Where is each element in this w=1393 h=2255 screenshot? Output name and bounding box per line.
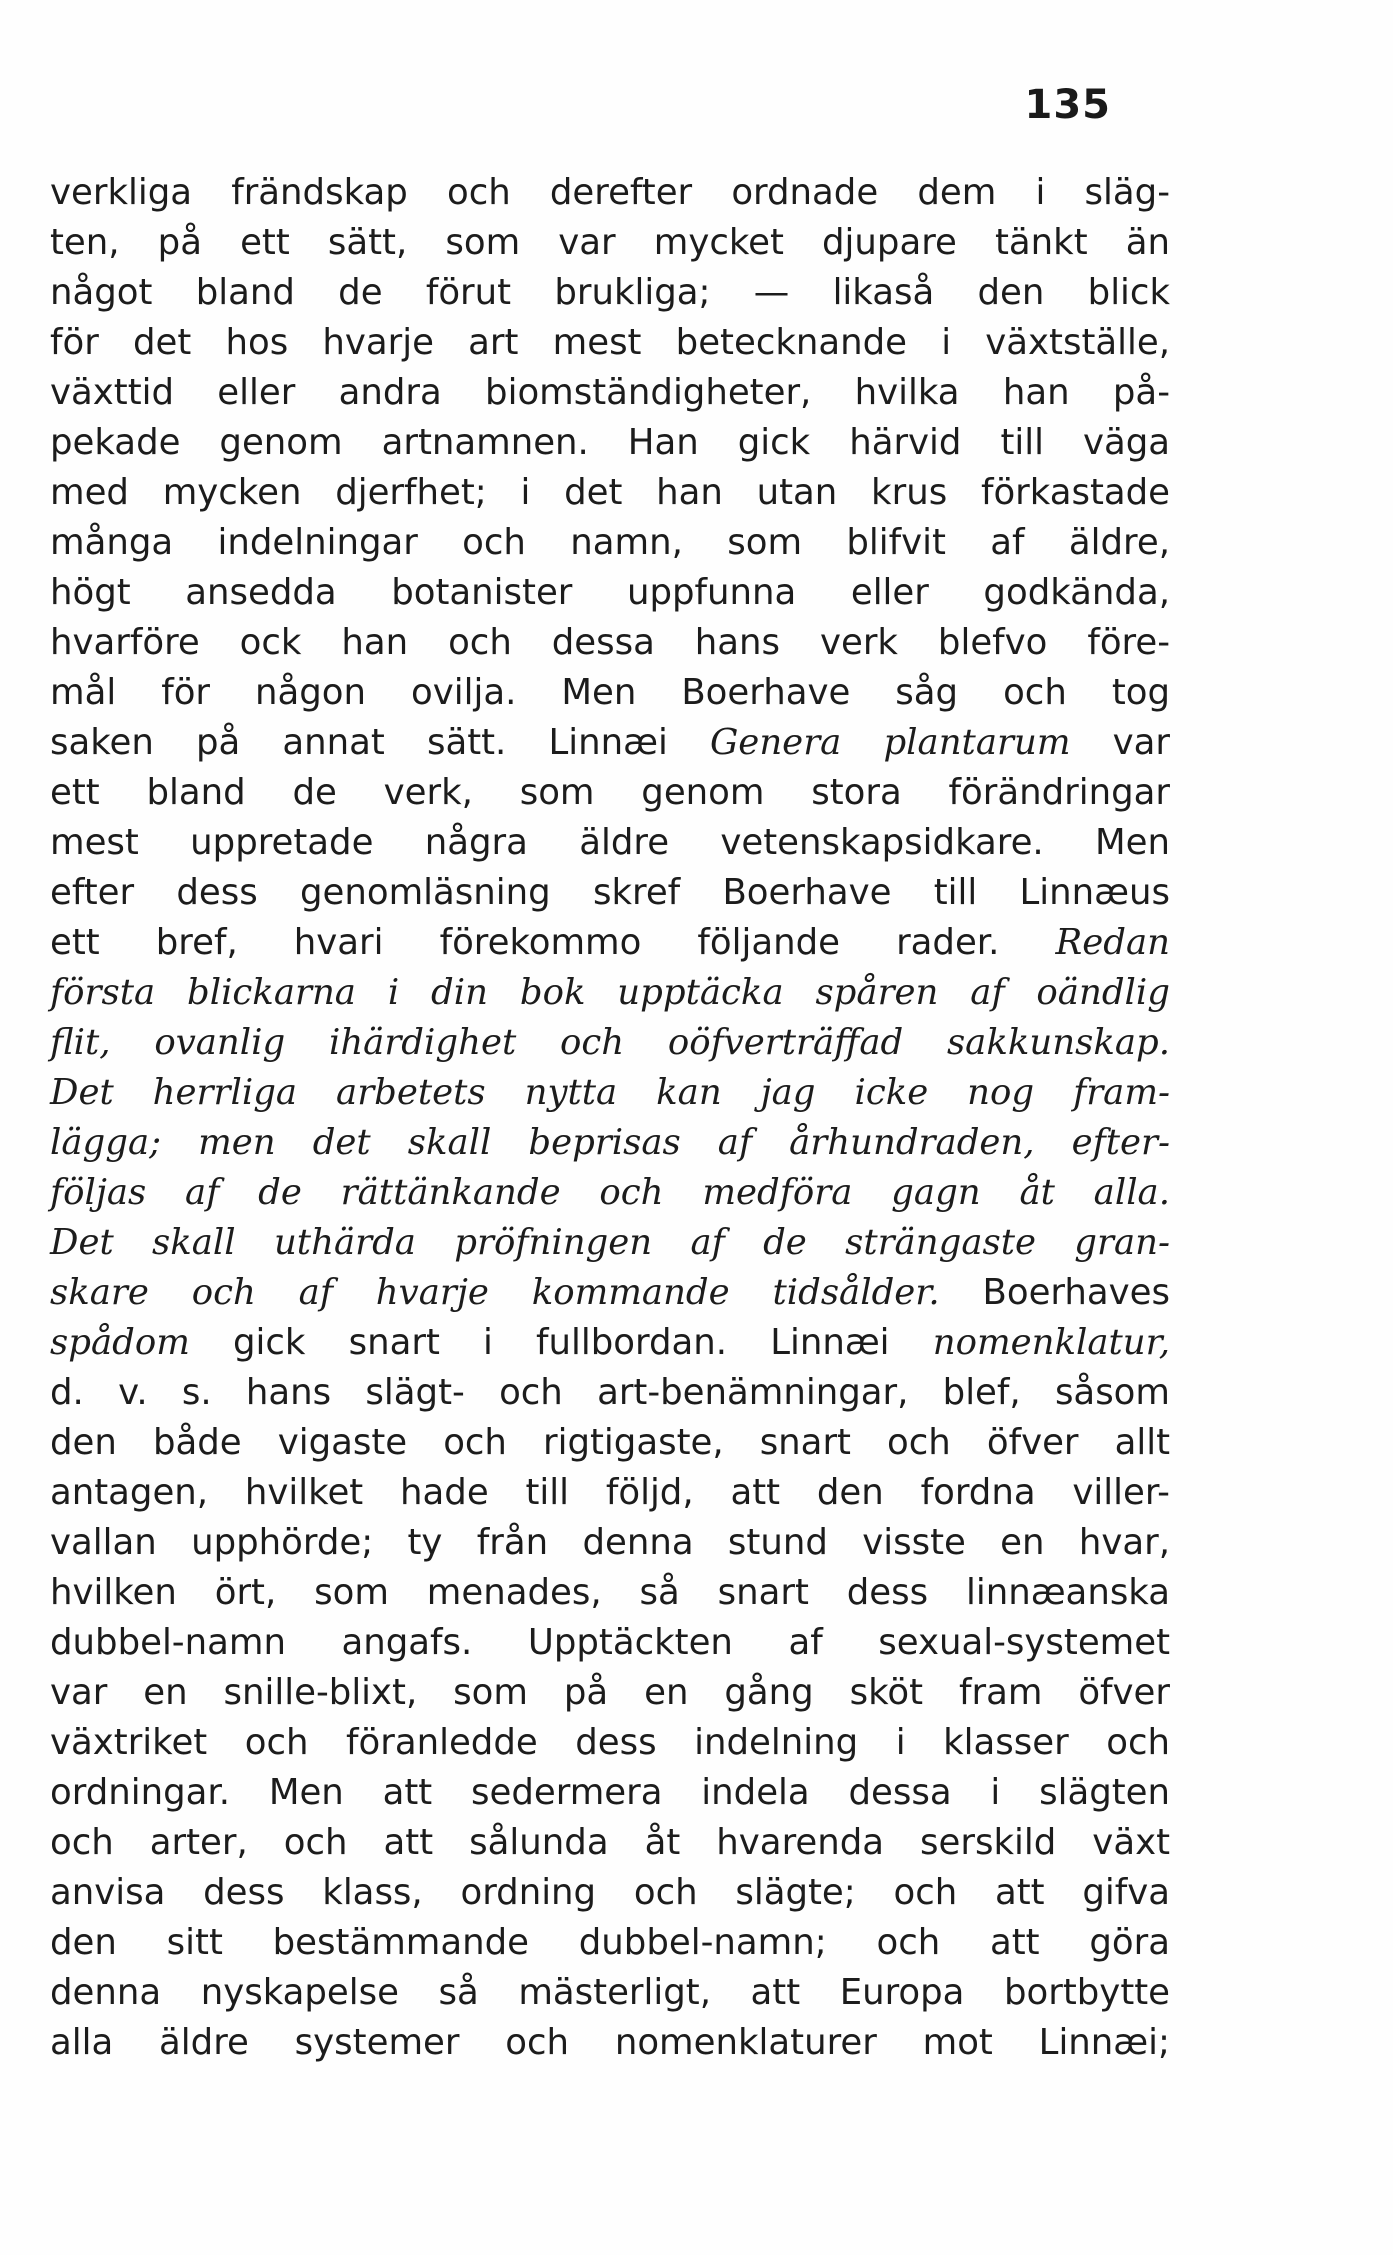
text-line	[50, 2018, 1170, 2068]
text-line	[50, 1868, 1170, 1918]
text-line	[50, 1768, 1170, 1818]
text-segment: något bland de förut brukliga; — likaså den blick	[50, 272, 1170, 313]
italic-text: nomenklatur,	[932, 1322, 1170, 1363]
text-segment: saken på annat sätt. Linnæi	[50, 722, 710, 763]
text-line	[50, 418, 1170, 468]
text-line	[50, 918, 1170, 968]
text-segment: ett bref, hvari förekommo följande rader.	[50, 922, 1056, 963]
text-segment: var en snille-blixt, som på en gång sköt fram öfver	[50, 1672, 1170, 1713]
text-segment: den både vigaste och rigtigaste, snart och öfver allt	[50, 1422, 1170, 1463]
text-line	[50, 1568, 1170, 1618]
text-line	[50, 268, 1170, 318]
text-segment: högt ansedda botanister uppfunna eller godkända,	[50, 572, 1170, 613]
italic-text: spådom	[50, 1322, 190, 1363]
text-line	[50, 1468, 1170, 1518]
text-line	[50, 1168, 1170, 1218]
text-line	[50, 1268, 1170, 1318]
text-line	[50, 1618, 1170, 1668]
text-segment: många indelningar och namn, som blifvit af äldre,	[50, 522, 1170, 563]
text-line	[50, 468, 1170, 518]
text-segment: dubbel-namn angafs. Upptäckten af sexual-systemet	[50, 1622, 1170, 1663]
text-segment: mål för någon ovilja. Men Boerhave såg och tog	[50, 672, 1170, 713]
text-segment: antagen, hvilket hade till följd, att den fordna viller-	[50, 1472, 1170, 1513]
text-segment: mest uppretade några äldre vetenskapsidkare. Men	[50, 822, 1170, 863]
text-segment: ten, på ett sätt, som var mycket djupare tänkt än	[50, 222, 1170, 263]
text-line	[50, 718, 1170, 768]
text-segment: växttid eller andra biomständigheter, hvilka han på-	[50, 372, 1170, 413]
text-segment: med mycken djerfhet; i det han utan krus förkastade	[50, 472, 1170, 513]
text-line	[50, 1818, 1170, 1868]
text-segment: Boerhaves	[939, 1272, 1170, 1313]
text-line	[50, 1968, 1170, 2018]
text-segment: alla äldre systemer och nomenklaturer mot Linnæi;	[50, 2022, 1170, 2063]
text-line	[50, 218, 1170, 268]
text-line	[50, 1718, 1170, 1768]
text-segment: för det hos hvarje art mest betecknande i växtställe,	[50, 322, 1170, 363]
text-line	[50, 1318, 1170, 1368]
text-segment: den sitt bestämmande dubbel-namn; och att göra	[50, 1922, 1170, 1963]
page-number: 135	[1024, 82, 1111, 128]
italic-text: Redan	[1055, 922, 1170, 963]
text-line	[50, 668, 1170, 718]
italic-text: Genera plantarum	[709, 722, 1071, 763]
text-segment: gick snart i fullbordan. Linnæi	[189, 1322, 933, 1363]
text-line	[50, 318, 1170, 368]
text-line	[50, 518, 1170, 568]
italic-text: följas af de rättänkande och medföra gagn åt alla.	[50, 1172, 1170, 1213]
text-line	[50, 618, 1170, 668]
text-line	[50, 1068, 1170, 1118]
italic-text: lägga; men det skall beprisas af århundraden, efter-	[50, 1122, 1170, 1163]
text-line	[50, 1518, 1170, 1568]
text-line	[50, 168, 1170, 218]
text-line	[50, 868, 1170, 918]
italic-text: Det herrliga arbetets nytta kan jag icke nog fram-	[50, 1072, 1170, 1113]
text-line	[50, 1218, 1170, 1268]
text-line	[50, 1918, 1170, 1968]
text-segment: hvarföre ock han och dessa hans verk blefvo före-	[50, 622, 1170, 663]
text-segment: efter dess genomläsning skref Boerhave till Linnæus	[50, 872, 1170, 913]
italic-text: skare och af hvarje kommande tidsålder.	[50, 1272, 940, 1313]
text-line	[50, 818, 1170, 868]
text-segment: ett bland de verk, som genom stora förändringar	[50, 772, 1170, 813]
text-segment: vallan upphörde; ty från denna stund visste en hvar,	[50, 1522, 1170, 1563]
text-segment: d. v. s. hans slägt- och art-benämningar, blef, såsom	[50, 1372, 1170, 1413]
text-line	[50, 1368, 1170, 1418]
text-line	[50, 768, 1170, 818]
text-segment: pekade genom artnamnen. Han gick härvid till väga	[50, 422, 1170, 463]
text-segment: ordningar. Men att sedermera indela dessa i slägten	[50, 1772, 1170, 1813]
text-line	[50, 368, 1170, 418]
text-segment: var	[1070, 722, 1170, 763]
italic-text: flit, ovanlig ihärdighet och oöfverträffad sakkunskap.	[50, 1022, 1170, 1063]
italic-text: första blickarna i din bok upptäcka spåren af oändlig	[50, 972, 1170, 1013]
text-line	[50, 1418, 1170, 1468]
text-segment: anvisa dess klass, ordning och slägte; och att gifva	[50, 1872, 1170, 1913]
text-segment: växtriket och föranledde dess indelning i klasser och	[50, 1722, 1170, 1763]
italic-text: Det skall uthärda pröfningen af de strängaste gran-	[50, 1222, 1170, 1263]
text-line	[50, 968, 1170, 1018]
body-text	[50, 168, 1170, 2068]
text-line	[50, 1018, 1170, 1068]
text-line	[50, 1118, 1170, 1168]
text-line	[50, 1668, 1170, 1718]
text-segment: verkliga frändskap och derefter ordnade dem i släg-	[50, 172, 1170, 213]
text-segment: hvilken ört, som menades, så snart dess linnæanska	[50, 1572, 1170, 1613]
text-segment: och arter, och att sålunda åt hvarenda serskild växt	[50, 1822, 1170, 1863]
text-line	[50, 568, 1170, 618]
text-segment: denna nyskapelse så mästerligt, att Europa bortbytte	[50, 1972, 1170, 2013]
